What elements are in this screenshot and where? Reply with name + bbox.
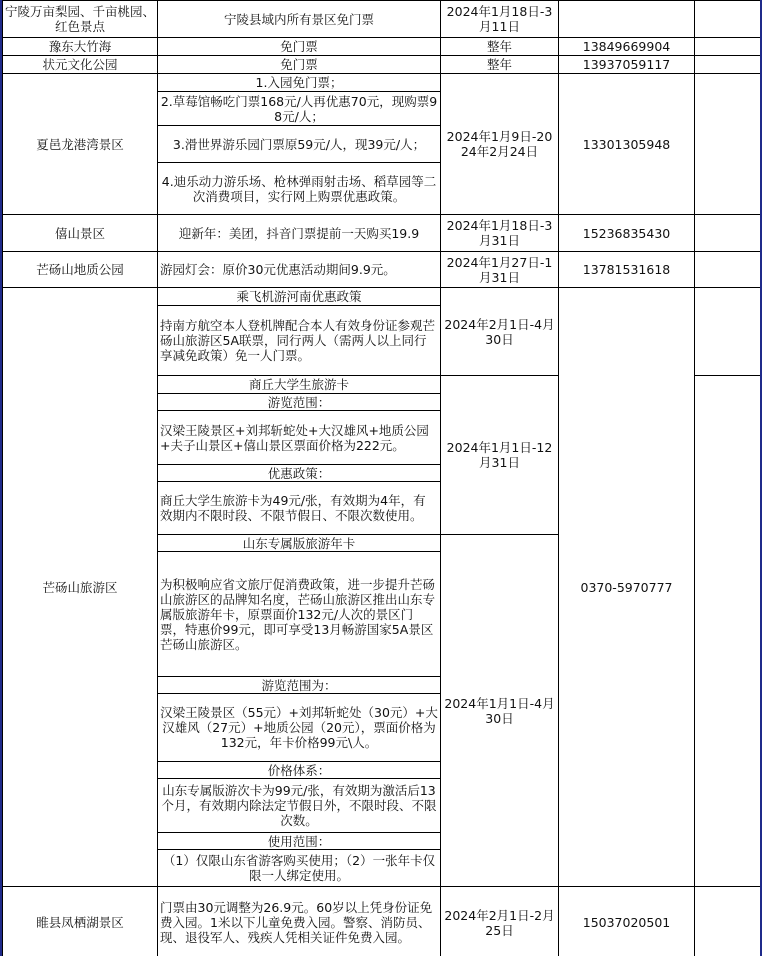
phone-cell: 13849669904 [559, 38, 695, 56]
scenic-name-cell: 宁陵万亩梨园、千亩桃园、红色景点 [3, 1, 158, 38]
scenic-discount-table [2, 0, 760, 956]
policy-subtitle-cell: 游览范围为： [158, 677, 441, 694]
table-row [3, 252, 761, 288]
policy-cell: 汉梁王陵景区（55元）+刘邦斩蛇处（30元）+大汉雄风（27元）+地质公园（20元），票面价格为132元，年卡价格99元\人。 [158, 694, 441, 762]
empty-cell [695, 376, 761, 887]
policy-subtitle-cell: 使用范围： [158, 833, 441, 850]
period-cell: 2024年1月9日-2024年2月24日 [441, 74, 559, 215]
policy-subtitle-cell: 游览范围： [158, 394, 441, 411]
period-cell: 2024年2月1日-2月25日 [441, 887, 559, 956]
policy-cell: 3.滑世界游乐园门票原59元/人，现39元/人； [158, 126, 441, 163]
policy-cell: 2.草莓馆畅吃门票168元/人再优惠70元，现购票98元/人； [158, 92, 441, 126]
period-cell: 2024年1月18日-3月31日 [441, 215, 559, 252]
policy-title-cell: 山东专属版旅游年卡 [158, 535, 441, 552]
policy-cell: 山东专属版游次卡为99元/张，有效期为激活后13个月，有效期内除法定节假日外，不限时段、不限次数。 [158, 779, 441, 833]
phone-cell [559, 1, 695, 38]
period-cell: 2024年1月27日-1月31日 [441, 252, 559, 288]
policy-cell: （1）仅限山东省游客购买使用；（2）一张年卡仅限一人绑定使用。 [158, 850, 441, 887]
policy-title-cell: 乘飞机游河南优惠政策 [158, 288, 441, 306]
policy-cell: 免门票 [158, 38, 441, 56]
policy-title-cell: 商丘大学生旅游卡 [158, 376, 441, 394]
period-cell: 2024年2月1日-4月30日 [441, 288, 559, 376]
policy-cell: 宁陵县域内所有景区免门票 [158, 1, 441, 38]
policy-cell: 4.迪乐动力游乐场、枪林弹雨射击场、稻草园等二次消费项目，实行网上购票优惠政策。 [158, 163, 441, 215]
phone-cell: 13781531618 [559, 252, 695, 288]
phone-cell: 13301305948 [559, 74, 695, 215]
policy-cell: 游园灯会：原价30元优惠活动期间9.9元。 [158, 252, 441, 288]
empty-cell [695, 215, 761, 252]
phone-cell: 13937059117 [559, 56, 695, 74]
phone-cell: 15236835430 [559, 215, 695, 252]
scenic-name-cell: 夏邑龙港湾景区 [3, 74, 158, 215]
scenic-name-cell: 芒砀山地质公园 [3, 252, 158, 288]
period-cell: 整年 [441, 38, 559, 56]
scenic-name-cell: 睢县凤栖湖景区 [3, 887, 158, 956]
scenic-name-cell: 豫东大竹海 [3, 38, 158, 56]
period-cell: 2024年1月1日-4月30日 [441, 535, 559, 887]
empty-cell [695, 252, 761, 288]
period-cell: 2024年1月18日-3月11日 [441, 1, 559, 38]
period-cell: 整年 [441, 56, 559, 74]
table-row [3, 74, 761, 92]
period-cell: 2024年1月1日-12月31日 [441, 376, 559, 535]
policy-cell: 持南方航空本人登机牌配合本人有效身份证参观芒砀山旅游区5A联票，同行两人（需两人以上同行享减免政策）免一人门票。 [158, 306, 441, 376]
table-row [3, 1, 761, 38]
phone-cell: 15037020501 [559, 887, 695, 956]
policy-cell: 1.入园免门票； [158, 74, 441, 92]
table-row [3, 38, 761, 56]
empty-cell [695, 1, 761, 38]
table-row [3, 288, 761, 306]
policy-subtitle-cell: 价格体系： [158, 762, 441, 779]
empty-cell [695, 74, 761, 215]
scenic-name-cell: 芒砀山旅游区 [3, 288, 158, 887]
policy-cell: 为积极响应省文旅厅促消费政策，进一步提升芒砀山旅游区的品牌知名度，芒砀山旅游区推出山东专属版旅游年卡，原票面价132元/人次的景区门票，特惠价99元，即可享受13月畅游国家5A景区芒砀山旅游区。 [158, 552, 441, 677]
table-row [3, 887, 761, 956]
policy-cell: 汉梁王陵景区+刘邦斩蛇处+大汉雄风+地质公园+夫子山景区+僖山景区票面价格为222元。 [158, 411, 441, 465]
scenic-discount-table-view[interactable] [2, 0, 760, 956]
empty-cell [695, 38, 761, 56]
empty-cell [695, 56, 761, 74]
policy-cell: 门票由30元调整为26.9元。60岁以上凭身份证免费入园。1米以下儿童免费入园。警察、消防员、现、退役军人、残疾人凭相关证件免费入园。 [158, 887, 441, 956]
empty-cell [695, 288, 761, 376]
scenic-name-cell: 僖山景区 [3, 215, 158, 252]
policy-cell: 商丘大学生旅游卡为49元/张，有效期为4年，有效期内不限时段、不限节假日、不限次数使用。 [158, 482, 441, 535]
scenic-name-cell: 状元文化公园 [3, 56, 158, 74]
table-row [3, 56, 761, 74]
policy-cell: 迎新年：美团，抖音门票提前一天购买19.9 [158, 215, 441, 252]
empty-cell [695, 887, 761, 956]
table-row [3, 215, 761, 252]
policy-subtitle-cell: 优惠政策： [158, 465, 441, 482]
policy-cell: 免门票 [158, 56, 441, 74]
phone-cell: 0370-5970777 [559, 288, 695, 887]
